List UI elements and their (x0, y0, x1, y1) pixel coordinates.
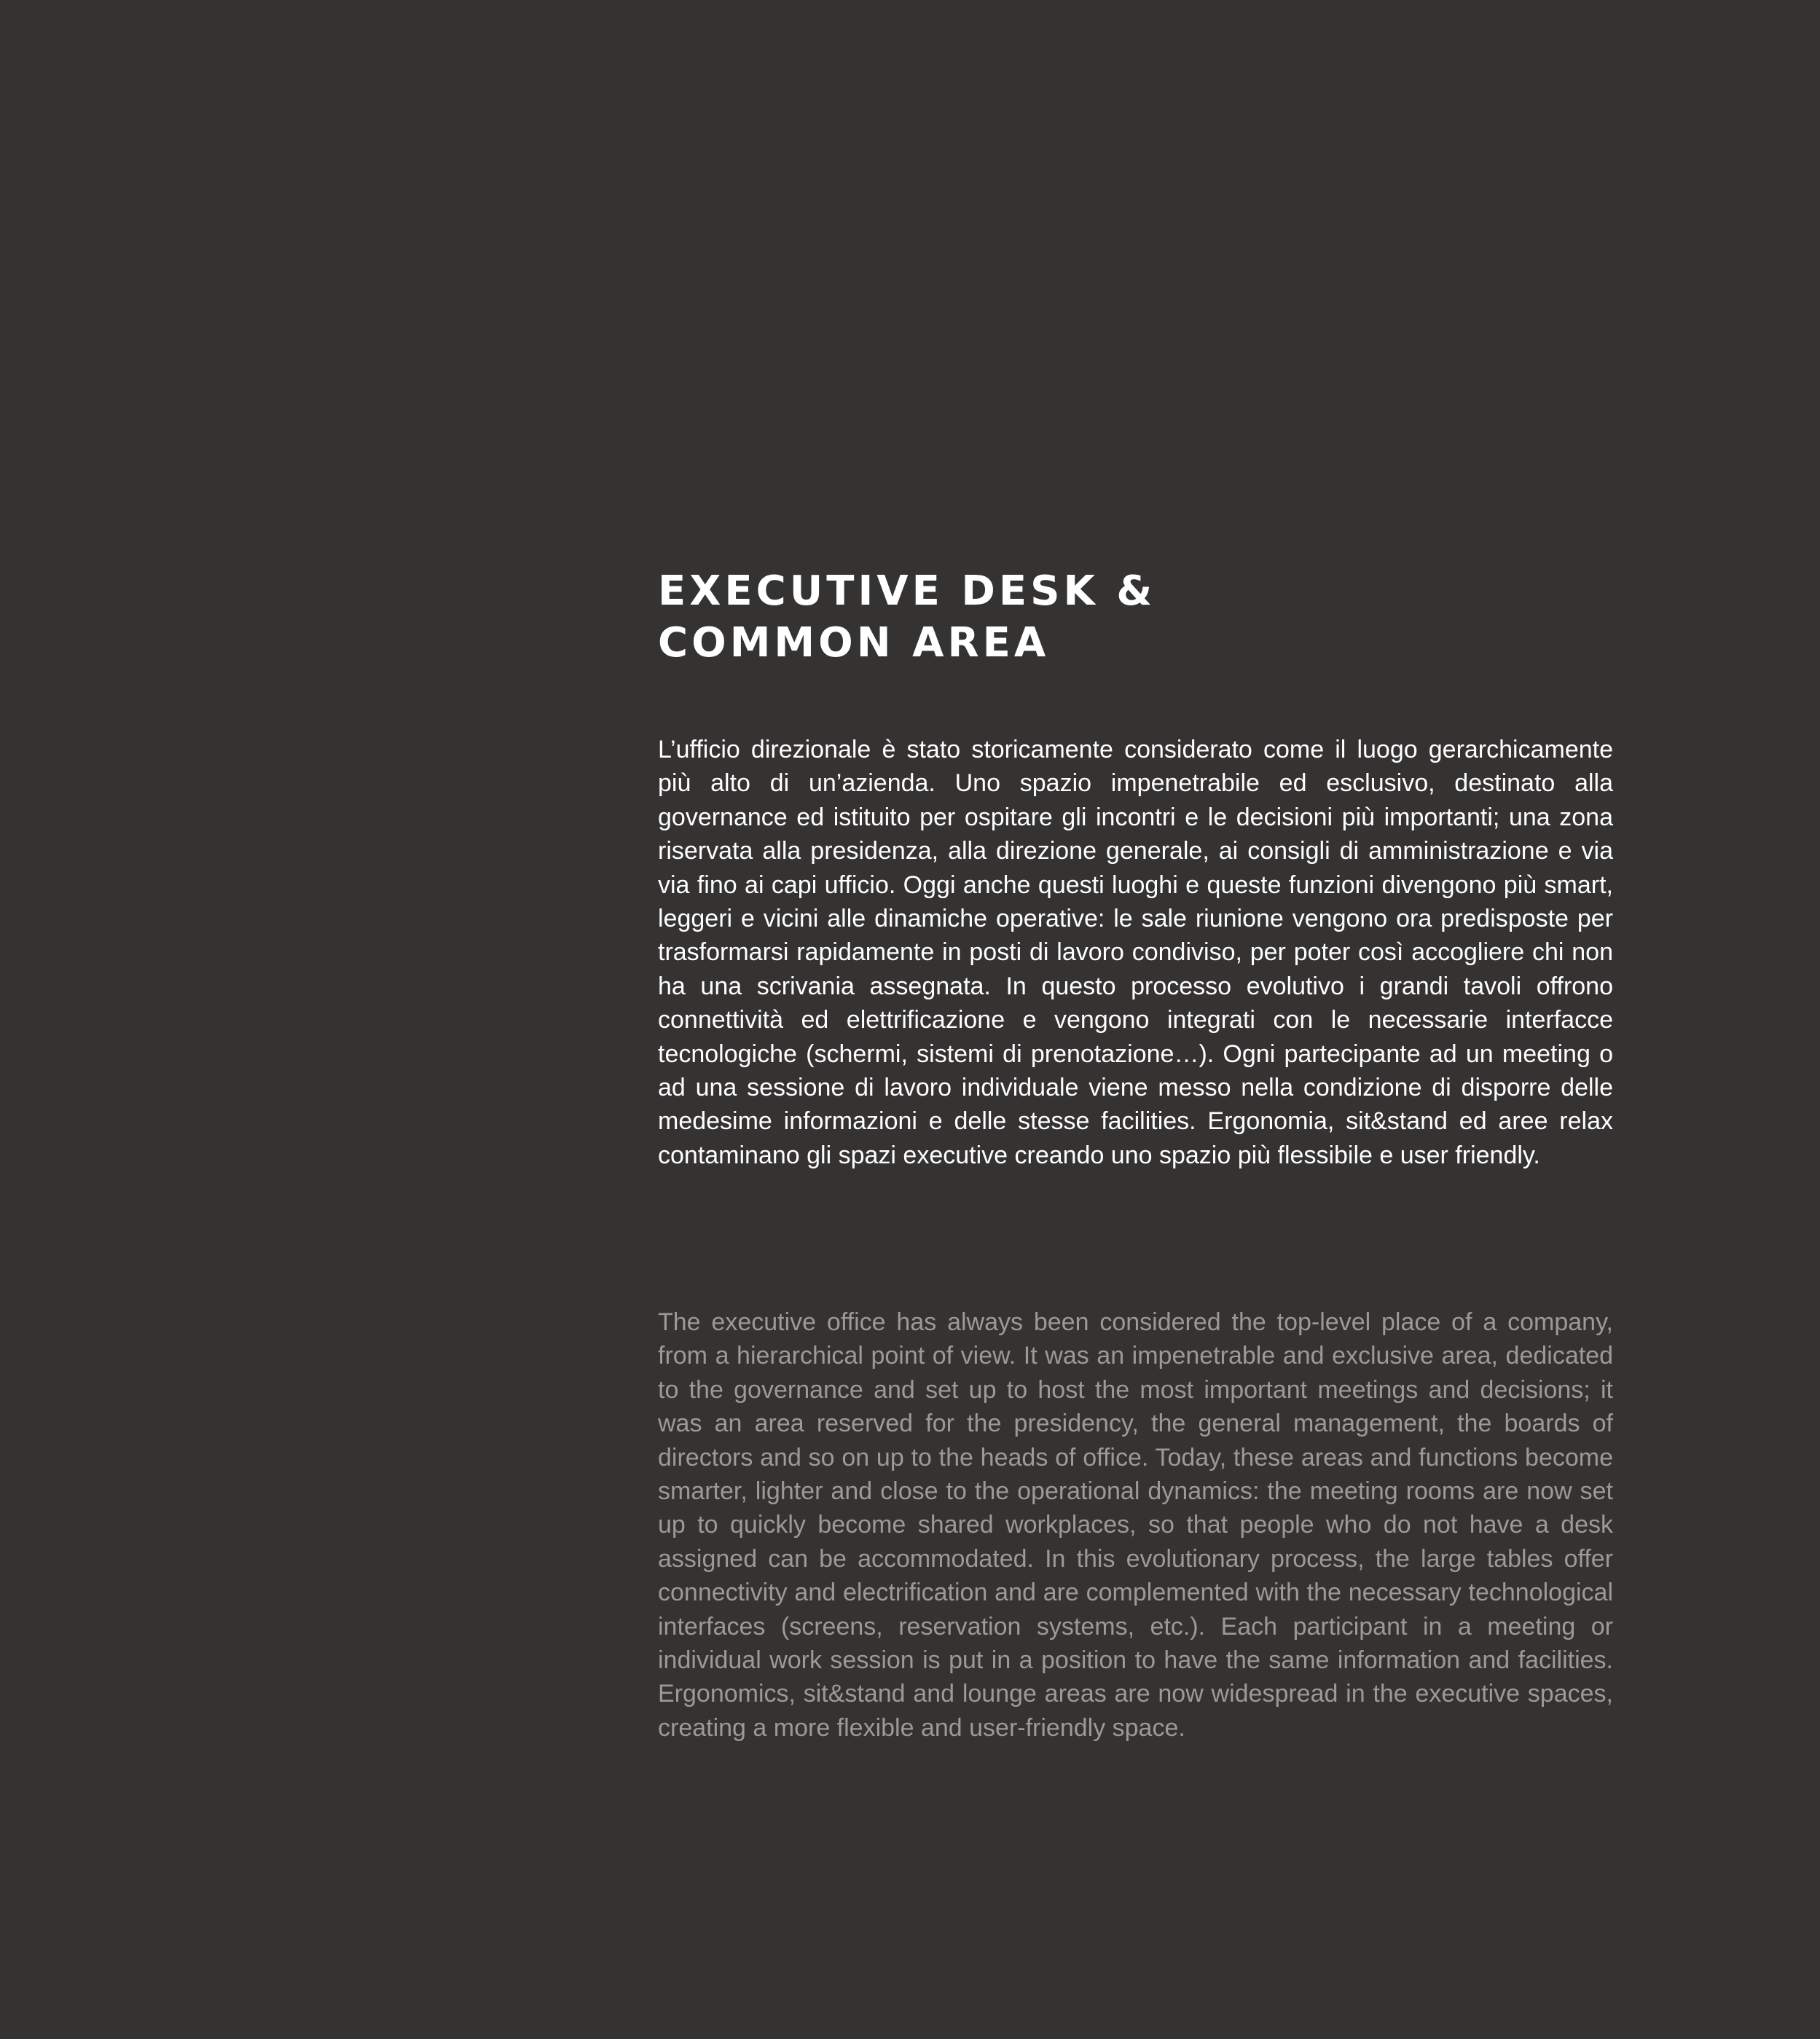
section-title-line-1: EXECUTIVE DESK & (658, 567, 1156, 615)
section-title-line-2: COMMON AREA (658, 619, 1050, 667)
italian-paragraph: L’ufficio direzionale è stato storicamente considerato come il luogo gerarchicamente più alto di un’azienda. Uno spazio impenetrabile ed esclusivo, destinato alla governance ed istituito per ospitare gli incontri e le decisioni più importanti; una zona riservata alla presidenza, alla direzione generale, ai consigli di amministrazione e via via fino ai capi ufficio. Oggi anche questi luoghi e queste funzioni divengono più smart, leggeri e vicini alle dinamiche operative: le sale riunione vengono ora predisposte per trasformarsi rapidamente in posti di lavoro condiviso, per poter così accogliere chi non ha una scrivania assegnata. In questo processo evolutivo i grandi tavoli offrono connettività ed elettrificazione e vengono integrati con le necessarie interfacce tecnologiche (schermi, sistemi di prenotazione…). Ogni partecipante ad un meeting o ad una sessione di lavoro individuale viene messo nella condizione di disporre delle medesime informazioni e delle stesse facilities. Ergonomia, sit&stand ed aree relax contaminano gli spazi executive creando uno spazio più flessibile e user friendly. (658, 736, 1613, 1169)
english-paragraph: The executive office has always been considered the top-level place of a company, from a hierarchical point of view. It was an impenetrable and exclusive area, dedicated to the governance and set up to host the most important meetings and decisions; it was an area reserved for the presidency, the general management, the boards of directors and so on up to the heads of office. Today, these areas and functions become smarter, lighter and close to the operational dynamics: the meeting rooms are now set up to quickly become shared workplaces, so that people who do not have a desk assigned can be accommodated. In this evolutionary process, the large tables offer connectivity and electrification and are complemented with the necessary technological interfaces (screens, reservation systems, etc.). Each participant in a meeting or individual work session is put in a position to have the same information and facilities. Ergonomics, sit&stand and lounge areas are now widespread in the executive spaces, creating a more flexible and user-friendly space. (658, 1308, 1613, 1742)
section-title (658, 565, 1620, 669)
